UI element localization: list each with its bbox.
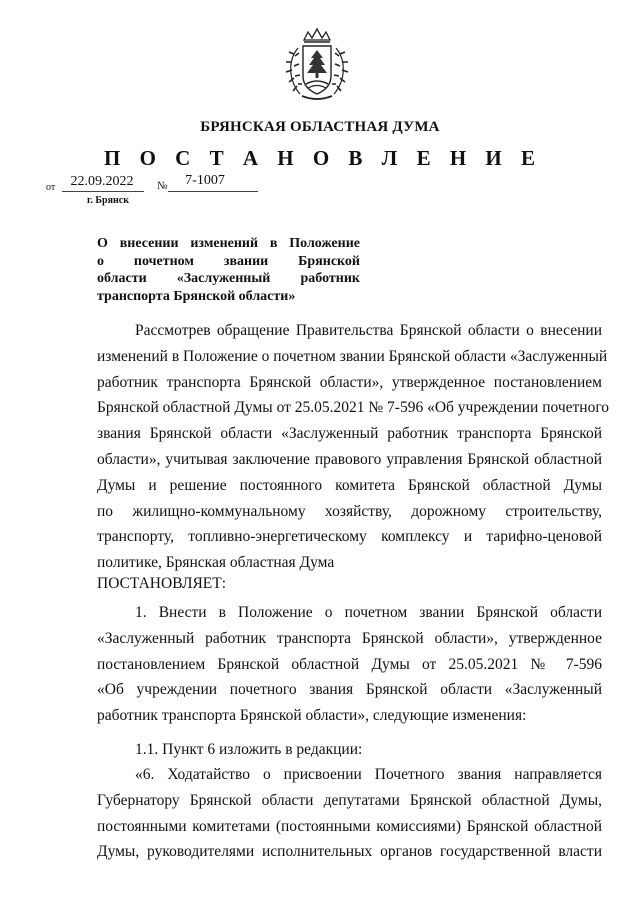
text-line: политике, Брянская областная Дума: [97, 554, 335, 572]
text-line: области», учитывая заключение правового управления Брянской областной: [97, 450, 602, 468]
number-underline: [168, 191, 258, 192]
date-underline: [62, 191, 144, 192]
text-line: 1.1. Пункт 6 изложить в редакции:: [135, 741, 363, 758]
item-6-paragraph: [97, 762, 602, 865]
document-subject: [97, 235, 360, 305]
text-line: Рассмотрев обращение Правительства Брянской области о внесении: [135, 322, 602, 339]
text-line: транспорту, топливно-энергетическому комплексу и тарифно-ценовой: [97, 528, 602, 546]
text-line: звания Брянской области «Заслуженный работник транспорта Брянской: [97, 425, 602, 443]
text-line: постановлением Брянской областной Думы от 25.05.2021 № 7-596: [97, 655, 602, 673]
text-line: изменений в Положение о почетном звании Брянской области «Заслуженный: [97, 347, 608, 365]
organization-name: БРЯНСКАЯ ОБЛАСТНАЯ ДУМА: [200, 119, 440, 135]
bryansk-coat-of-arms-icon: [282, 26, 352, 104]
subject-line: транспорта Брянской области»: [97, 288, 296, 304]
decree-word: ПОСТАНОВЛЯЕТ:: [97, 575, 227, 592]
text-line: Думы и решение постоянного комитета Брянской областной Думы: [97, 476, 602, 494]
document-number: 7-1007: [185, 173, 225, 188]
text-line: 1. Внести в Положение о почетном звании Брянской области: [135, 604, 602, 621]
text-line: работник транспорта Брянской области», утвержденное постановлением: [97, 373, 602, 391]
text-line: Думы, руководителями исполнительных органов государственной власти: [97, 843, 602, 861]
text-line: «Заслуженный работник транспорта Брянской области», утвержденное: [97, 629, 602, 647]
text-line: Губернатору Брянской области депутатами Брянской областной Думы,: [97, 791, 602, 809]
text-line: работник транспорта Брянской области», следующие изменения:: [97, 707, 527, 725]
subject-line: О внесении изменений в Положение: [97, 236, 360, 251]
subject-line: области «Заслуженный работник: [97, 271, 360, 286]
item-1-paragraph: [97, 600, 602, 729]
document-type-title: П О С Т А Н О В Л Е Н И Е: [103, 146, 542, 170]
text-line: Брянской областной Думы от 25.05.2021 № 7-596 «Об учреждении почетного: [97, 399, 610, 417]
preamble-paragraph: [97, 318, 610, 576]
city-label: г. Брянск: [87, 195, 129, 206]
item-1-1-paragraph: [97, 737, 602, 763]
text-line: постоянными комитетами (постоянными комиссиями) Брянской областной: [97, 817, 602, 835]
text-line: «Об учреждении почетного звания Брянской области «Заслуженный: [97, 681, 602, 699]
document-date: 22.09.2022: [70, 174, 134, 189]
subject-line: о почетном звании Брянской: [97, 253, 360, 269]
text-line: «6. Ходатайство о присвоении Почетного звания направляется: [135, 766, 602, 783]
from-label: от: [46, 182, 56, 193]
text-line: по жилищно-коммунальному хозяйству, дорожному строительству,: [97, 502, 602, 520]
number-sign: №: [157, 180, 168, 192]
